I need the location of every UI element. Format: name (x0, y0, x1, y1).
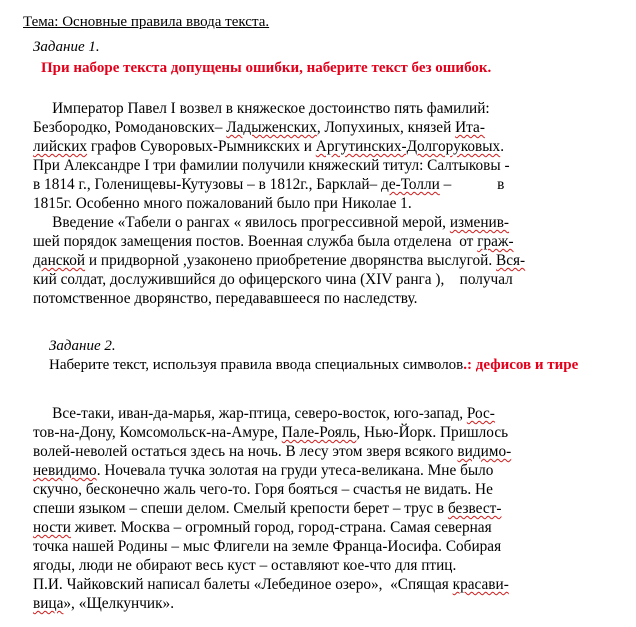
text-line: скучно, бесконечно жаль чего-то. Горя бояться – счастья не видать. Не (33, 481, 493, 498)
task2-instruction-highlight: дефисов и тире (472, 357, 579, 373)
task2-paragraph (33, 404, 511, 613)
text-line: лийских графов Суворовых-Рымникских и Аргутинских-Долгоруковых. (33, 138, 505, 155)
task2-instruction-text: Наберите текст, используя правила ввода специальных символов (49, 357, 464, 373)
text-line: данской и придворной ,узаконено приобретение дворянства выслугой. Вся- (33, 252, 526, 269)
text-line: Введение «Табели о рангах « явилось прогрессивной мерой, изменив- (33, 214, 510, 231)
text-line: Император Павел I возвел в княжеское достоинство пять фамилий: (33, 100, 490, 117)
text-line: точка нашей Родины – мыс Флигели на земле Франца-Иосифа. Собирая (33, 538, 502, 555)
task1-paragraph (33, 99, 525, 308)
text-line: невидимо. Ночевала тучка золотая на груди утеса-великана. Мне было (33, 462, 494, 479)
text-line: ягоды, люди не обирают весь куст – оставляют кое-что для птиц. (33, 557, 457, 574)
text-line: шей порядок замещения постов. Военная служба была отделена от граж- (33, 233, 514, 250)
task2-instruction (49, 357, 578, 374)
text-line: Безбородко, Ромодановских– Ладыженских, Лопухиных, князей Ита- (33, 119, 485, 136)
text-line: потомственное дворянство, передававшееся по наследству. (33, 290, 418, 307)
text-line: вица», «Щелкунчик». (33, 595, 175, 612)
text-line: волей-неволей остаться здесь на ночь. В лесу этом зверя всякого видимо- (33, 443, 512, 460)
text-line: 1815г. Особенно много пожалований было при Николае 1. (33, 195, 412, 212)
text-line: П.И. Чайковский написал балеты «Лебединое озеро», «Спящая красави- (33, 576, 509, 593)
text-line: Все-таки, иван-да-марья, жар-птица, северо-восток, юго-запад, Рос- (33, 405, 495, 422)
task2-label: Задание 2. (49, 338, 116, 354)
text-line: спеши языком – спеши делом. Смелый крепости берет – трус в безвест- (33, 500, 502, 517)
task1-label: Задание 1. (33, 39, 100, 55)
task2-instruction-colon: .: (463, 357, 473, 373)
text-line: кий солдат, дослужившийся до офицерского чина (XIV ранга ), получал (33, 271, 513, 288)
text-line: ности живет. Москва – огромный город, город-страна. Самая северная (33, 519, 492, 536)
page-title: Тема: Основные правила ввода текста. (23, 14, 270, 30)
text-line: При Александре I три фамилии получили княжеский титул: Салтыковы - (33, 157, 510, 174)
task1-instruction: При наборе текста допущены ошибки, наберите текст без ошибок. (41, 60, 492, 76)
text-line: в 1814 г., Голенищевы-Кутузовы – в 1812г., Барклай– де-Толли – в (33, 176, 505, 193)
text-line: тов-на-Дону, Комсомольск-на-Амуре, Пале-Рояль, Нью-Йорк. Пришлось (33, 424, 509, 441)
